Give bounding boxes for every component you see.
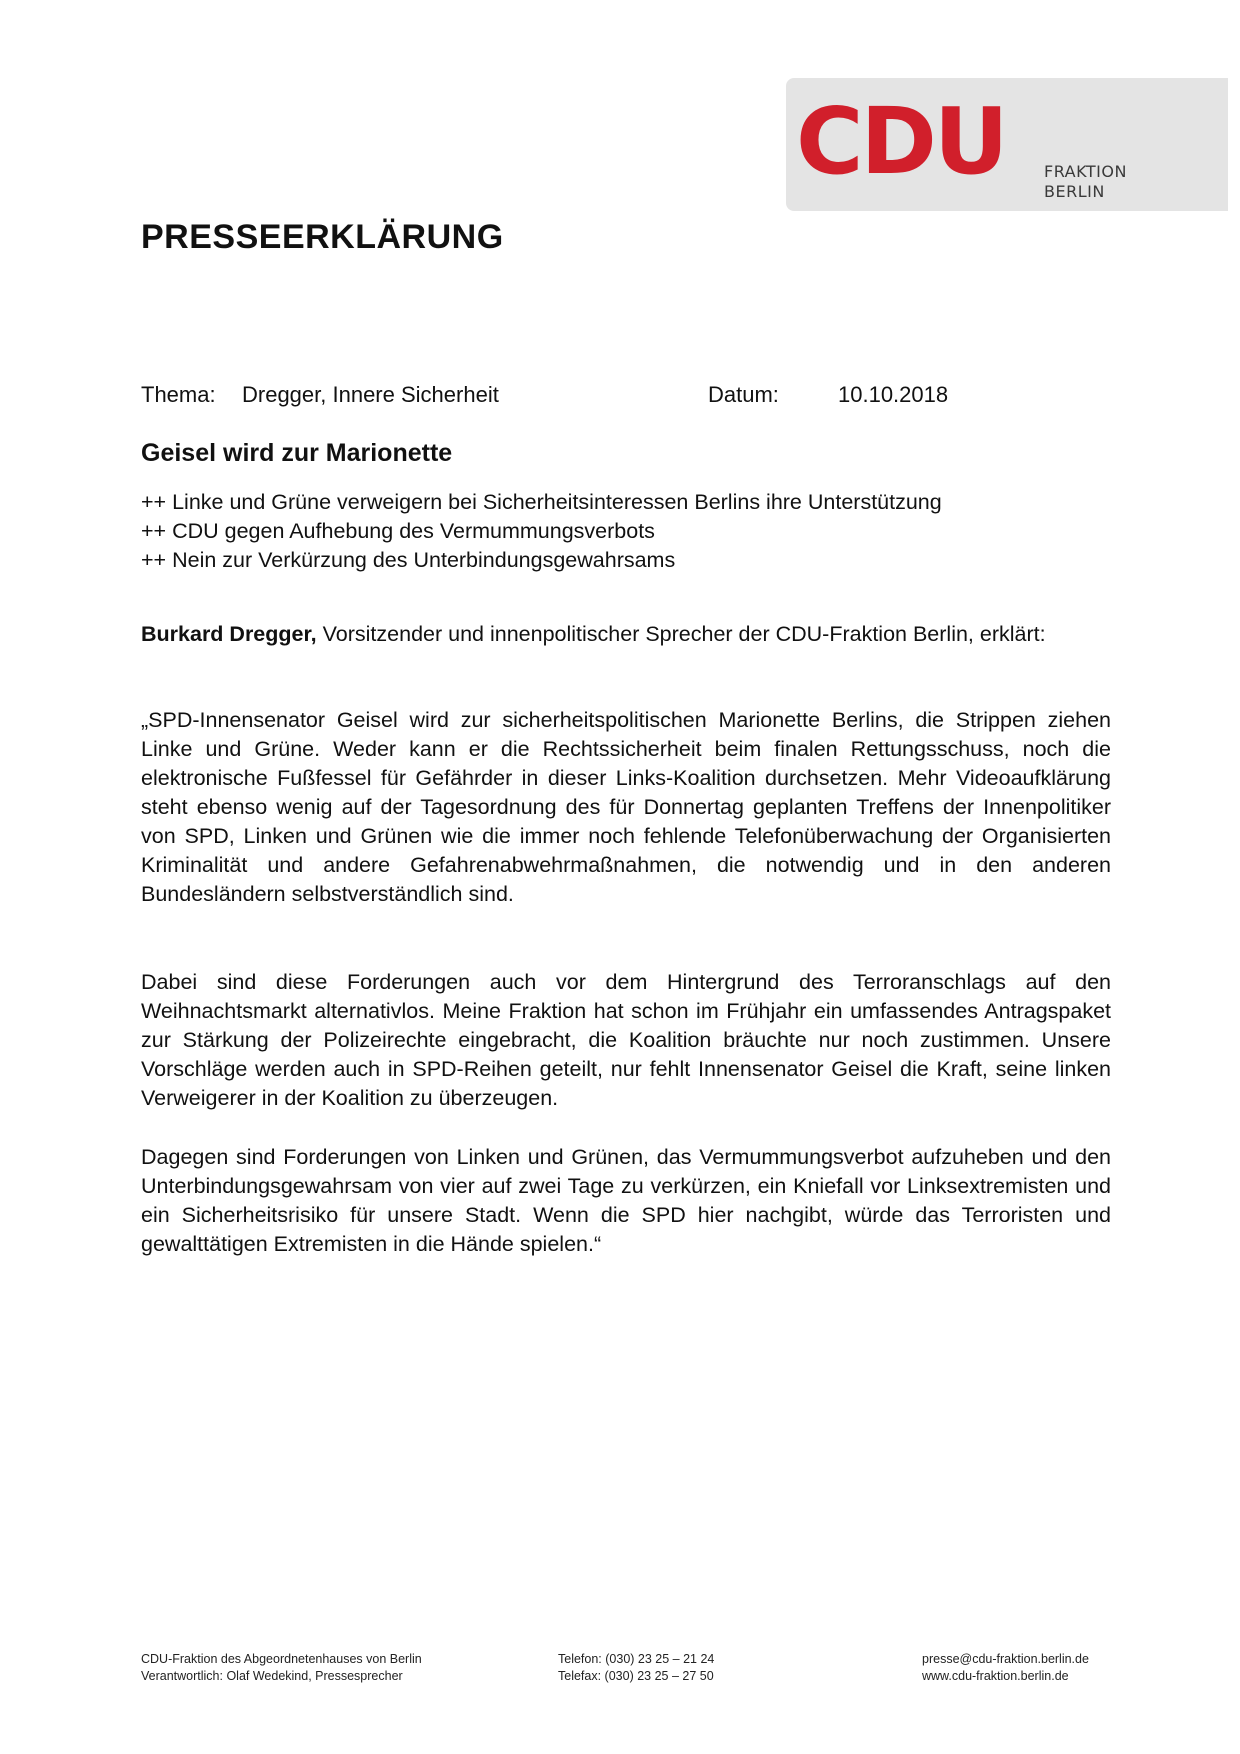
logo-line-fraktion: FRAKTION (1044, 162, 1127, 181)
footer-center (558, 1651, 714, 1685)
speaker-role: Vorsitzender und innenpolitischer Sprecher der CDU-Fraktion Berlin, erklärt: (316, 622, 1046, 646)
logo-line-berlin: BERLIN (1044, 182, 1105, 201)
footer-left (141, 1651, 422, 1685)
bullet-list (141, 488, 1121, 575)
speaker-intro (141, 620, 1111, 649)
logo-subtitle (1044, 162, 1127, 202)
bullet-item: ++ CDU gegen Aufhebung des Vermummungsverbots (141, 519, 655, 543)
topic-value: Dregger, Innere Sicherheit (242, 382, 499, 407)
footer-responsible: Verantwortlich: Olaf Wedekind, Pressesprecher (141, 1669, 403, 1683)
footer-fax: Telefax: (030) 23 25 – 27 50 (558, 1669, 714, 1683)
bullet-item: ++ Linke und Grüne verweigern bei Sicherheitsinteressen Berlins ihre Unterstützung (141, 490, 942, 514)
body-paragraph: „SPD-Innensenator Geisel wird zur sicherheitspolitischen Marionette Berlins, die Strippen ziehen Linke und Grüne. Weder kann er die Rechtssicherheit beim finalen Rettungsschuss, noch die elektronische Fußfessel für Gefährder in dieser Links-Koalition durchsetzen. Mehr Videoaufklärung steht ebenso wenig auf der Tagesordnung des für Donnertag geplanten Treffens der Innenpolitiker von SPD, Linken und Grünen wie die immer noch fehlende Telefonüberwachung der Organisierten Kriminalität und andere Gefahrenabwehrmaßnahmen, die notwendig und in den anderen Bundesländern selbstverständlich sind. (141, 708, 1111, 906)
headline: Geisel wird zur Marionette (141, 439, 453, 467)
footer-phone: Telefon: (030) 23 25 – 21 24 (558, 1652, 715, 1666)
cdu-logo (786, 78, 1228, 211)
footer-org: CDU-Fraktion des Abgeordnetenhauses von Berlin (141, 1652, 422, 1666)
logo-wordmark: CDU (796, 88, 1006, 195)
footer-right (922, 1651, 1089, 1685)
topic-label: Thema: (141, 382, 216, 407)
footer-email[interactable]: presse@cdu-fraktion.berlin.de (922, 1652, 1089, 1666)
date-label: Datum: (708, 382, 779, 407)
body-paragraph: Dagegen sind Forderungen von Linken und Grünen, das Vermummungsverbot aufzuheben und den Unterbindungsgewahrsam von vier auf zwei Tage zu verkürzen, ein Kniefall vor Linksextremisten und ein Sicherheitsrisiko für unsere Stadt. Wenn die SPD hier nachgibt, würde das Terroristen und gewalttätigen Extremisten in die Hände spielen.“ (141, 1145, 1111, 1256)
body-paragraph: Dabei sind diese Forderungen auch vor dem Hintergrund des Terroranschlags auf den Weihnachtsmarkt alternativlos. Meine Fraktion hat schon im Frühjahr ein umfassendes Antragspaket zur Stärkung der Polizeirechte eingebracht, die Koalition bräuchte nur noch zustimmen. Unsere Vorschläge werden auch in SPD-Reihen geteilt, nur fehlt Innensenator Geisel die Kraft, seine linken Verweigerer in der Koalition zu überzeugen. (141, 970, 1111, 1110)
bullet-item: ++ Nein zur Verkürzung des Unterbindungsgewahrsams (141, 548, 676, 572)
footer-website[interactable]: www.cdu-fraktion.berlin.de (922, 1669, 1069, 1683)
document-title: PRESSEERKLÄRUNG (141, 218, 504, 256)
date-value: 10.10.2018 (838, 382, 949, 407)
speaker-name: Burkard Dregger, (141, 622, 317, 646)
